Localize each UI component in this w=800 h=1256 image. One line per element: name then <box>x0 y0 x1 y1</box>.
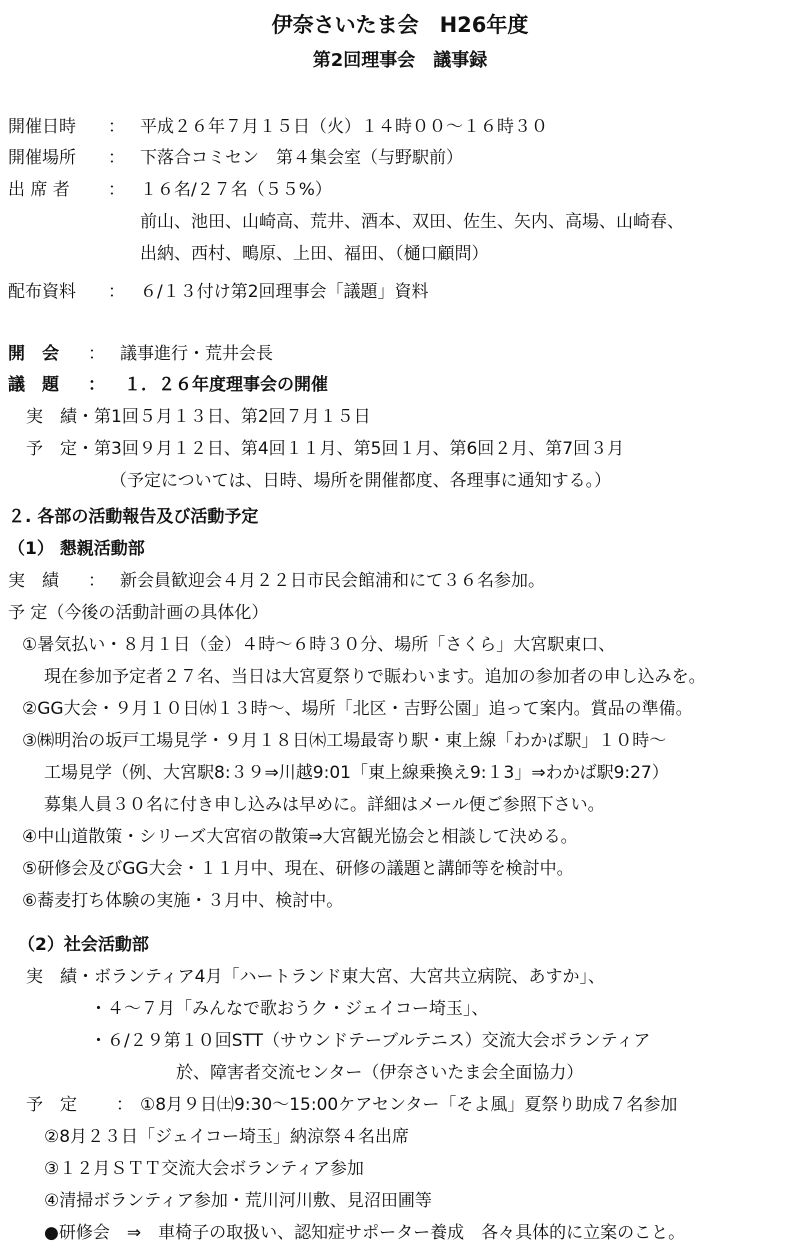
social-club-plan-heading: 予 定（今後の活動計画の具体化） <box>8 603 269 623</box>
agenda-item-2-title: ２. 各部の活動報告及び活動予定 <box>8 507 259 527</box>
materials-sep: ： <box>108 282 125 302</box>
agenda-item-1-results: 実 績・第1回５月１３日、第2回７月１５日 <box>26 407 371 427</box>
social-club-results-sep: ： <box>88 571 105 591</box>
attendees-names-2: 出納、西村、鴫原、上田、福田、（樋口顧問） <box>140 244 489 264</box>
agenda-item-1-note: （予定については、日時、場所を開催都度、各理事に通知する。） <box>110 471 612 491</box>
document-title: 伊奈さいたま会 H26年度 <box>271 13 529 37</box>
community-results-line: 実 績・ボランティア4月「ハートランド東大宮、大宮共立病院、あすか」、 <box>26 967 605 987</box>
open-sep: ： <box>88 344 105 364</box>
place-label: 開催場所 <box>8 148 76 168</box>
topics-sep: ： <box>88 375 105 395</box>
social-club-results-value: 新会員歓迎会４月２２日市民会館浦和にて３６名参加。 <box>120 571 545 591</box>
community-plan-item: ③１２月ＳＴＴ交流大会ボランティア参加 <box>44 1159 364 1179</box>
community-results-line: 於、障害者交流センター（伊奈さいたま会全面協力） <box>176 1063 584 1083</box>
topics-label: 議 題 <box>8 375 59 395</box>
social-club-item: ④中山道散策・シリーズ大宮宿の散策⇒大宮観光協会と相談して決める。 <box>22 827 578 847</box>
community-plan-item: ①8月９日㈯9:30～15:00ケアセンター「そよ風」夏祭り助成７名参加 <box>140 1095 678 1115</box>
community-heading: （2）社会活動部 <box>18 935 149 955</box>
attendees-names-1: 前山、池田、山崎高、荒井、酒本、双田、佐生、矢内、高場、山崎春、 <box>140 212 684 232</box>
social-club-item: 現在参加予定者２７名、当日は大宮夏祭りで賑わいます。追加の参加者の申し込みを。 <box>44 667 706 687</box>
social-club-item: ⑤研修会及びGG大会・１１月中、現在、研修の議題と講師等を検討中。 <box>22 859 574 879</box>
community-results-line: ・６/２９第１０回STT（サウンドテーブルテニス）交流大会ボランティア <box>90 1031 651 1051</box>
social-club-heading: （1） 懇親活動部 <box>8 539 145 559</box>
community-plan-item: ②8月２３日「ジェイコー埼玉」納涼祭４名出席 <box>44 1127 410 1147</box>
date-value: 平成２６年７月１５日（火）１４時００～１６時３０ <box>140 117 548 137</box>
date-label: 開催日時 <box>8 117 76 137</box>
agenda-item-1-plan: 予 定・第3回９月１２日、第4回１１月、第5回１月、第6回２月、第7回３月 <box>26 439 625 459</box>
attendees-count: １６名/２７名（５５%） <box>140 180 332 200</box>
community-plan-item: ●研修会 ⇒ 車椅子の取扱い、認知症サポーター養成 各々具体的に立案のこと。 <box>44 1223 686 1243</box>
social-club-item: ②GG大会・９月１０日㈬１３時～、場所「北区・吉野公園」追って案内。賞品の準備。 <box>22 699 693 719</box>
materials-label: 配布資料 <box>8 282 76 302</box>
materials-value: ６/１３付け第2回理事会「議題」資料 <box>140 282 429 302</box>
social-club-results-label: 実 績 <box>8 571 59 591</box>
open-label: 開 会 <box>8 344 59 364</box>
social-club-item: ③㈱明治の坂戸工場見学・９月１８日㈭工場最寄り駅・東上線「わかば駅」１０時～ <box>22 731 667 751</box>
agenda-item-1-title: １．２６年度理事会の開催 <box>124 375 328 395</box>
attendees-sep: ： <box>108 180 125 200</box>
social-club-item: 募集人員３０名に付き申し込みは早めに。詳細はメール便ご参照下さい。 <box>44 795 605 815</box>
document-subtitle: 第2回理事会 議事録 <box>312 50 488 71</box>
community-plan-item: ④清掃ボランティア参加・荒川河川敷、見沼田圃等 <box>44 1191 432 1211</box>
place-value: 下落合コミセン 第４集会室（与野駅前） <box>140 148 463 168</box>
place-sep: ： <box>108 148 125 168</box>
community-plan-label: 予 定 <box>26 1095 77 1115</box>
social-club-item: ⑥蕎麦打ち体験の実施・３月中、検討中。 <box>22 891 344 911</box>
social-club-item: ①暑気払い・８月１日（金）４時～６時３０分、場所「さくら」大宮駅東口、 <box>22 635 616 655</box>
date-sep: ： <box>108 117 125 137</box>
attendees-label: 出 席 者 <box>8 180 70 200</box>
community-results-line: ・４～７月「みんなで歌おうク・ジェイコー埼玉」、 <box>90 999 489 1019</box>
open-value: 議事進行・荒井会長 <box>120 344 273 364</box>
community-plan-sep: ： <box>116 1095 133 1115</box>
social-club-item: 工場見学（例、大宮駅8:３９⇒川越9:01「東上線乗換え9:１3」⇒わかば駅9:27） <box>44 763 669 783</box>
